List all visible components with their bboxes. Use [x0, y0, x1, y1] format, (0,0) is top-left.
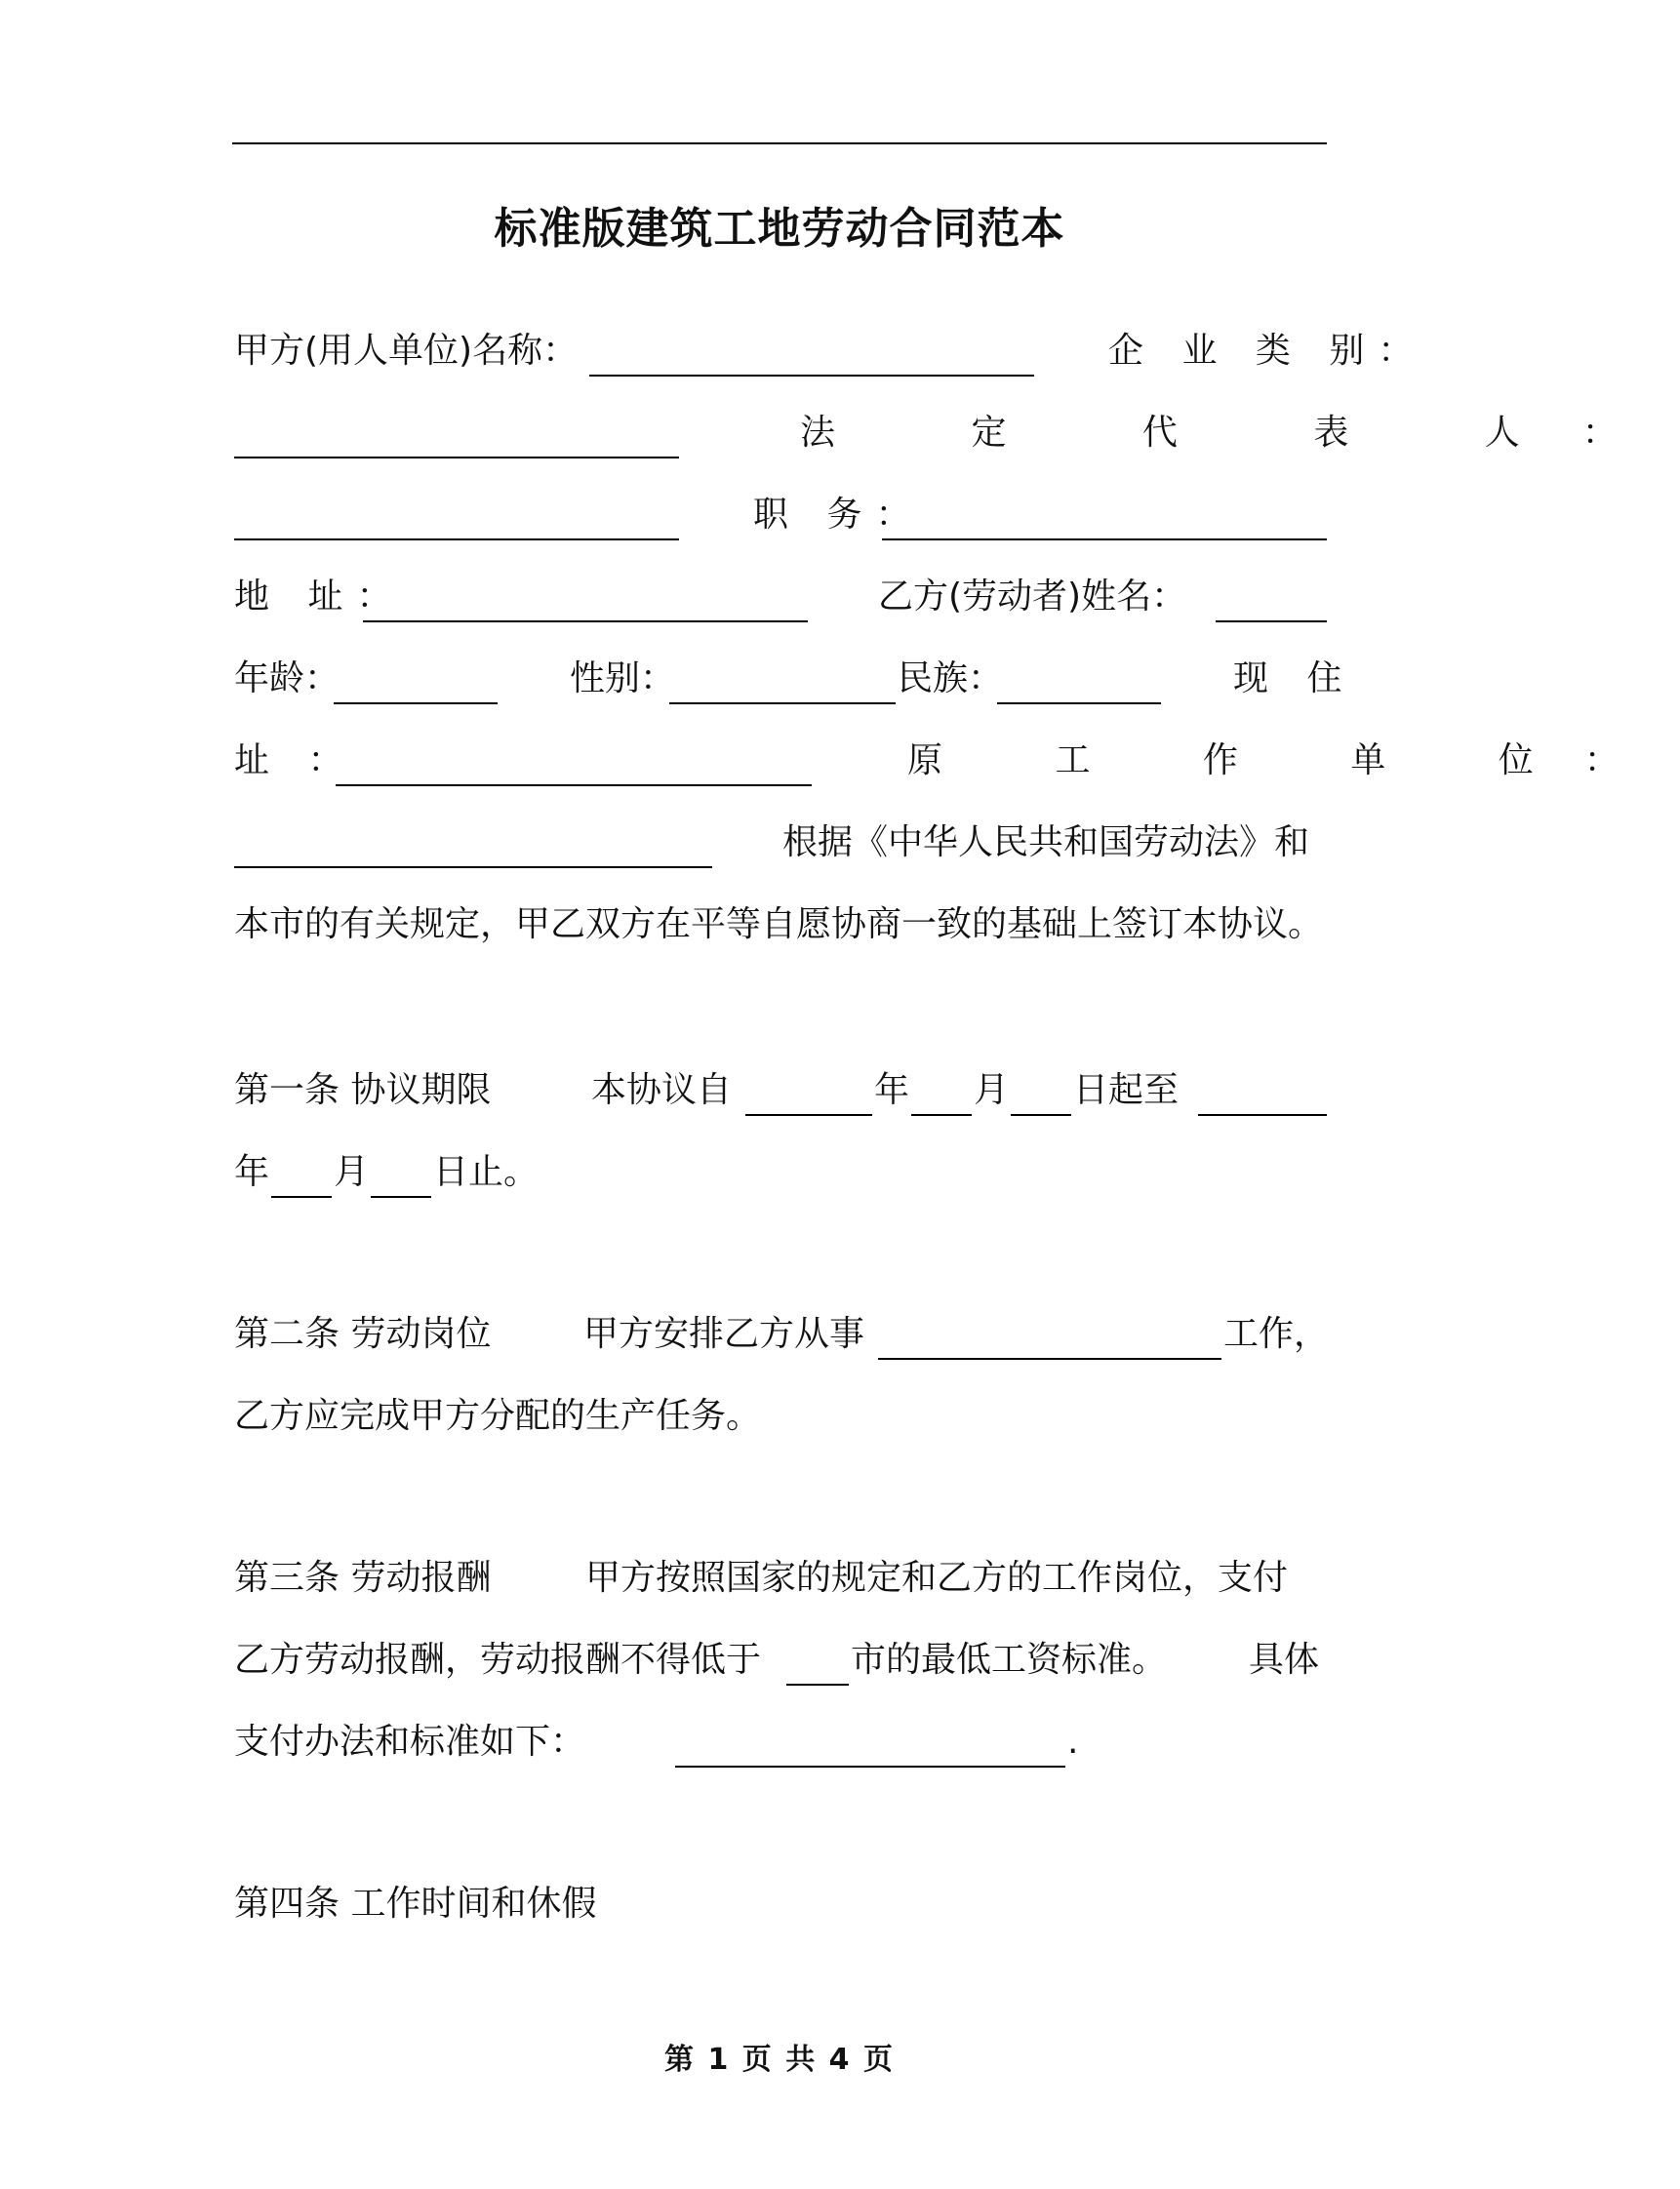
line-party-a: [234, 324, 1427, 378]
gender-blank[interactable]: [669, 702, 896, 704]
basis-text-2: 本市的有关规定，甲乙双方在平等自愿协商一致的基础上签订本协议。: [234, 904, 1324, 944]
ethnicity-label: 民族：: [898, 658, 1004, 698]
article2-text-a: 甲方安排乙方从事: [583, 1314, 865, 1354]
current-address-label-1: 现 住: [1233, 658, 1356, 698]
article1-d1: 日起至: [1073, 1070, 1180, 1110]
article1-line1: [234, 1063, 1327, 1118]
article1-heading: 第一条 协议期限: [234, 1070, 492, 1110]
article3-city-blank[interactable]: [786, 1684, 849, 1686]
article3-heading: 第三条 劳动报酬: [234, 1558, 492, 1598]
article3-text-f: .: [1067, 1722, 1079, 1762]
legal-rep-blank[interactable]: [234, 538, 679, 540]
party-a-name-label: 甲方(用人单位)名称：: [234, 331, 579, 371]
article3-text-e: 支付办法和标准如下：: [234, 1722, 586, 1762]
article1-line2: [234, 1145, 1327, 1200]
party-a-name-blank[interactable]: [589, 375, 1034, 377]
party-b-name-label: 乙方(劳动者)姓名：: [878, 577, 1187, 617]
article3-line1: [234, 1551, 1327, 1606]
former-employer-blank[interactable]: [234, 866, 712, 868]
line-basis-2: [234, 897, 1327, 952]
article1-d2: 日止。: [433, 1152, 540, 1192]
article4-line1: [234, 1877, 1327, 1931]
article1-y2: 年: [234, 1152, 270, 1192]
enterprise-type-blank[interactable]: [234, 457, 679, 458]
address-blank[interactable]: [363, 620, 808, 622]
article2-text-c: 乙方应完成甲方分配的生产任务。: [234, 1396, 762, 1436]
line-former-employer: [234, 734, 1670, 788]
position-blank[interactable]: [882, 538, 1327, 540]
article2-line2: [234, 1389, 1327, 1444]
article2-job-blank[interactable]: [878, 1358, 1221, 1360]
age-label: 年龄：: [234, 658, 340, 698]
article3-text-a: 甲方按照国家的规定和乙方的工作岗位，支付: [585, 1558, 1289, 1598]
article1-start-month-blank[interactable]: [911, 1114, 972, 1116]
article4-heading: 第四条 工作时间和休假: [234, 1884, 597, 1924]
enterprise-type-label: 企 业 类 别：: [1108, 331, 1427, 371]
line-personal-info: [234, 652, 1356, 706]
article3-line3: [234, 1715, 1327, 1770]
article1-end-year-blank[interactable]: [1198, 1114, 1327, 1116]
article2-text-b: 工作，: [1223, 1314, 1330, 1354]
legal-rep-label: 法 定 代 表 人：: [800, 413, 1680, 453]
article1-m2: 月: [334, 1152, 370, 1192]
address-label: 地 址：: [234, 577, 406, 617]
article3-text-b: 乙方劳动报酬，劳动报酬不得低于: [234, 1640, 762, 1680]
age-blank[interactable]: [334, 702, 498, 704]
article1-y1: 年: [874, 1070, 910, 1110]
article3-line2: [234, 1633, 1327, 1688]
position-label: 职 务：: [753, 495, 925, 535]
line-basis: [234, 816, 1327, 870]
article1-start-year-blank[interactable]: [745, 1114, 872, 1116]
article2-heading: 第二条 劳动岗位: [234, 1314, 492, 1354]
article1-end-month-blank[interactable]: [271, 1196, 332, 1198]
article2-line1: [234, 1307, 1330, 1362]
former-employer-label: 原 工 作 单 位：: [907, 740, 1670, 780]
header-rule: [232, 142, 1327, 144]
current-address-label-2: 址 ：: [234, 740, 357, 780]
line-address: [234, 570, 1327, 624]
article3-text-c: 市的最低工资标准。: [851, 1640, 1168, 1680]
gender-label: 性别：: [570, 658, 676, 698]
article1-end-day-blank[interactable]: [371, 1196, 431, 1198]
page-footer: 第 1 页 共 4 页: [664, 2043, 895, 2077]
line-legal-rep: [234, 406, 1680, 460]
article3-payment-blank[interactable]: [675, 1766, 1065, 1768]
article1-text-a: 本协议自: [591, 1070, 733, 1110]
article3-text-d: 具体: [1249, 1640, 1320, 1680]
current-address-blank[interactable]: [336, 784, 812, 786]
document-title: 标准版建筑工地劳动合同范本: [494, 204, 1065, 254]
line-position: [234, 488, 1327, 542]
basis-text-1: 根据《中华人民共和国劳动法》和: [782, 822, 1310, 862]
article1-m1: 月: [974, 1070, 1010, 1110]
article1-start-day-blank[interactable]: [1011, 1114, 1071, 1116]
ethnicity-blank[interactable]: [997, 702, 1161, 704]
party-b-name-blank[interactable]: [1216, 620, 1327, 622]
